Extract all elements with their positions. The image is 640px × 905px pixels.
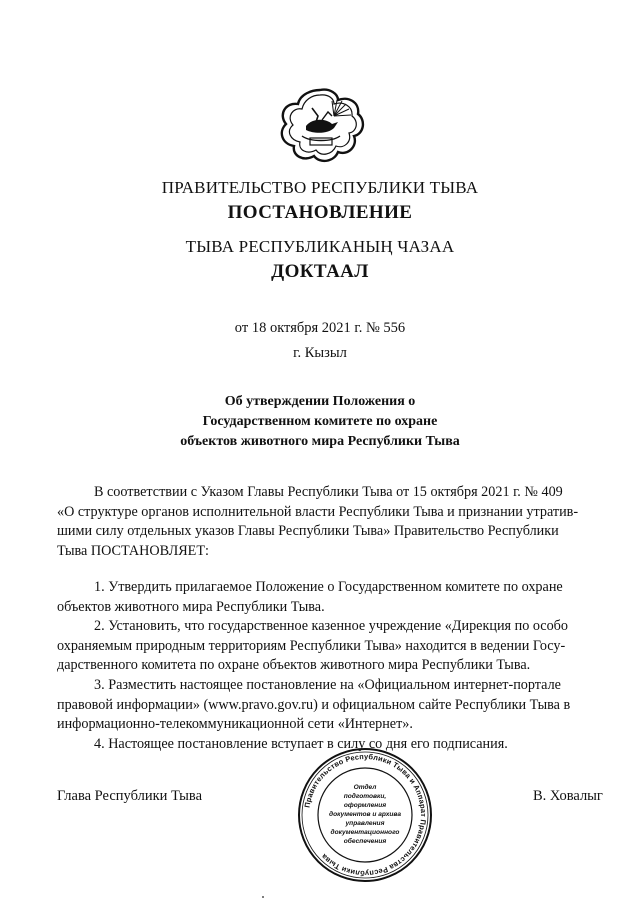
stamp-line: управления [345, 820, 385, 827]
item-2-line: охраняемым природным территориям Республики Тыва» находится в ведении Госу- [57, 637, 566, 654]
stamp-line: обеспечения [343, 838, 387, 845]
item-3-line: информационно-телекоммуникационной сети «Интернет». [57, 716, 413, 733]
document-date-number: от 18 октября 2021 г. № 556 [234, 320, 406, 336]
scan-speck [262, 896, 264, 898]
document-title [0, 392, 640, 452]
item-2-line: 2. Установить, что государственное казенное учреждение «Дирекция по особо [94, 618, 568, 635]
title-line: Об утверждении Положения о [224, 394, 416, 409]
stamp-line: оформления [343, 802, 387, 809]
item-2-line: дарственного комитета по охране объектов животного мира Республики Тыва. [57, 657, 531, 674]
item-4-line: 4. Настоящее постановление вступает в силу со дня его подписания. [94, 735, 508, 752]
tuva-coat-of-arms-icon [272, 86, 368, 166]
preamble [57, 483, 619, 561]
item-1-line: 1. Утвердить прилагаемое Положение о Государственном комитете по охране [94, 579, 563, 595]
preamble-line: Тыва ПОСТАНОВЛЯЕТ: [57, 542, 209, 559]
stamp-line: документационного [330, 829, 400, 836]
title-line: Государственном комитете по охране [202, 414, 438, 429]
document-city: г. Кызыл [293, 345, 347, 361]
preamble-line: «О структуре органов исполнительной власти Республики Тыва и признании утратив- [57, 503, 579, 520]
item-3-line: правовой информации» (www.pravo.gov.ru) и официальном сайте Республики Тыва в [57, 696, 571, 713]
stamp-line: подготовки, [343, 793, 387, 800]
document-type-ru: ПОСТАНОВЛЕНИЕ [227, 202, 413, 223]
title-line: объектов животного мира Республики Тыва [180, 434, 460, 449]
preamble-line: В соответствии с Указом Главы Республики Тыва от 15 октября 2021 г. № 409 [94, 484, 563, 500]
signatory-name: В. Ховалыг [533, 788, 603, 804]
stamp-line: документов и архива [329, 811, 401, 818]
stamp-ring-text: Правительство Республики Тыва и Аппарат Правительства Республики Тыва [302, 751, 429, 879]
item-3-line: 3. Разместить настоящее постановление на «Официальном интернет-портале [94, 676, 561, 693]
stamp-line: Отдел [353, 784, 377, 791]
official-stamp-icon [296, 746, 434, 884]
signatory-position: Глава Республики Тыва [57, 788, 203, 804]
item-1-line: объектов животного мира Республики Тыва. [57, 598, 325, 615]
resolution-items [57, 578, 619, 754]
document-type-tyv: ДОКТААЛ [271, 261, 369, 282]
preamble-line: шими силу отдельных указов Главы Республики Тыва» Правительство Республики [57, 523, 559, 540]
government-name-tyv: ТЫВА РЕСПУБЛИКАНЫҢ ЧАЗАА [185, 237, 455, 256]
government-name-ru: ПРАВИТЕЛЬСТВО РЕСПУБЛИКИ ТЫВА [161, 178, 479, 197]
